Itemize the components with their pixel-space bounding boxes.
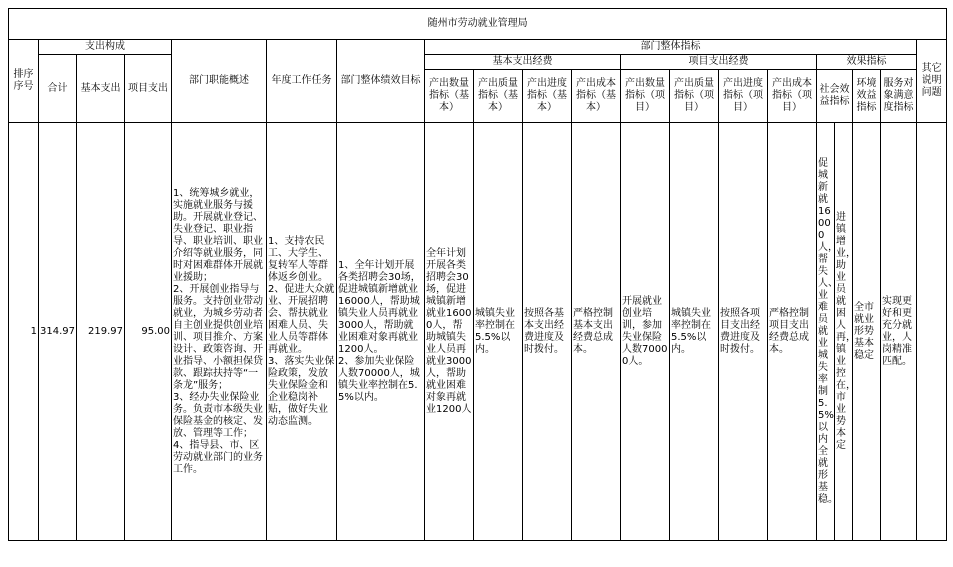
header-b-qual: 产出质量指标（基本） [474,70,523,123]
header-b-cost: 产出成本指标（基本） [572,70,621,123]
cell-b-prog: 按照各基本支出经费进度及时拨付。 [523,123,572,541]
cell-b-qty: 全年计划开展各类招聘会30场，促进城镇新增就业16000人，帮助城镇失业人员再就业3000人，帮助就业困难对象再就业1200人 [425,123,474,541]
cell-service: 实现更好和更充分就业，人岗精准匹配。 [881,123,917,541]
header-env: 环境效益指标 [853,70,881,123]
header-seq: 排序 序号 [9,40,39,123]
header-social: 社会效益指标 [817,70,853,123]
header-total: 合计 [39,55,77,123]
cell-social-b: 进镇增业，助业员就困人再，镇业控在，市业势本定 [835,123,853,541]
header-effect: 效果指标 [817,55,917,70]
cell-other [917,123,947,541]
header-dept-goal: 部门整体绩效目标 [337,40,425,123]
cell-dept-goal: 1、全年计划开展各类招聘会30场，促进城镇新增就业16000人，帮助城镇失业人员再就业3000人，帮助就业困难对象再就业1200人。 2、参加失业保险人数70000人，城镇失业率控制在5.5%以内。 [337,123,425,541]
header-dept-func: 部门职能概述 [172,40,267,123]
header-project: 项目支出 [125,55,172,123]
cell-env: 全市就业形势基本稳定 [853,123,881,541]
cell-annual-task: 1、支持农民工、大学生、复转军人等群体返乡创业。 2、促进大众就业、开展招聘会、帮扶就业困难人员、失业人员等群体再就业。 3、落实失业保险政策，发放失业保险金和企业稳岗补贴，做好失业动态监测。 [267,123,337,541]
cell-p-cost: 严格控制项目支出经费总成本。 [768,123,817,541]
header-expense-group: 支出构成 [39,40,172,55]
cell-p-qty: 开展就业创业培训，参加失业保险人数70000人。 [621,123,670,541]
cell-total: 314.97 [39,123,77,541]
header-p-qual: 产出质量指标（项目） [670,70,719,123]
performance-table [8,8,947,541]
cell-b-qual: 城镇失业率控制在5.5%以内。 [474,123,523,541]
table-row [9,123,947,541]
header-dept-indicators: 部门整体指标 [425,40,917,55]
cell-social-a: 促城新就16000人，帮失人、业难员就业城失率制5.5%以内全就形基稳。 [817,123,835,541]
header-p-prog: 产出进度指标（项目） [719,70,768,123]
header-p-cost: 产出成本指标（项目） [768,70,817,123]
header-project-fund: 项目支出经费 [621,55,817,70]
cell-b-cost: 严格控制基本支出经费总成本。 [572,123,621,541]
table-title: 随州市劳动就业管理局 [9,9,947,40]
cell-p-prog: 按照各项目支出经费进度及时拨付。 [719,123,768,541]
header-other: 其它 说明 问题 [917,40,947,123]
cell-seq: 1 [9,123,39,541]
header-b-qty: 产出数量指标（基本） [425,70,474,123]
cell-p-qual: 城镇失业率控制在5.5%以内。 [670,123,719,541]
header-basic: 基本支出 [77,55,125,123]
header-annual-task: 年度工作任务 [267,40,337,123]
header-p-qty: 产出数量指标（项目） [621,70,670,123]
header-b-prog: 产出进度指标（基本） [523,70,572,123]
header-service: 服务对象满意度指标 [881,70,917,123]
cell-basic: 219.97 [77,123,125,541]
header-basic-fund: 基本支出经费 [425,55,621,70]
cell-dept-func: 1、统筹城乡就业，实施就业服务与援助。开展就业登记、失业登记、职业指导、职业培训、职业介绍等就业服务，同时对困难群体开展就业援助； 2、开展创业指导与服务。支持创业带动就业，为城乡劳动者自主创业提供创业培训、项目推介、方案设计、政策咨询、开业指导、小额担保贷款、跟踪扶持等“一条龙”服务； 3、经办失业保险业务。负责市本级失业保险基金的核定、发放、管理等工作； 4、指导县、市、区劳动就业部门的业务工作。 [172,123,267,541]
cell-project: 95.00 [125,123,172,541]
